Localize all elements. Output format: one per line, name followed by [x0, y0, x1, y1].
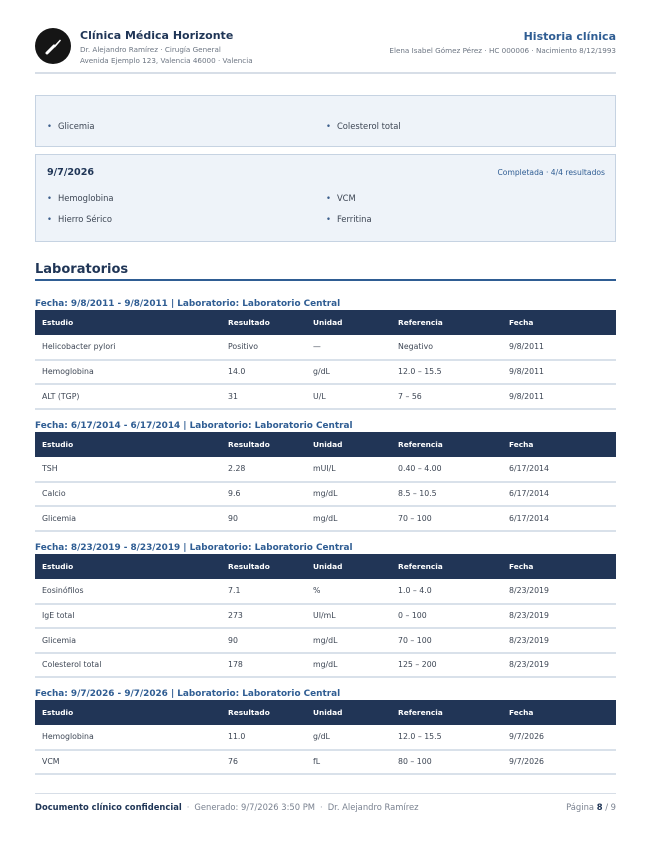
column-header: Fecha	[502, 700, 616, 725]
table-cell: %	[306, 579, 391, 604]
column-header: Unidad	[306, 554, 391, 579]
table-cell: UI/mL	[306, 604, 391, 629]
patient-info: Elena Isabel Gómez Pérez · HC 000006 · Nacimiento 8/12/1993	[389, 46, 616, 55]
column-header: Referencia	[391, 700, 502, 725]
order-date: 9/7/2026	[47, 167, 95, 178]
table-cell: 31	[221, 384, 306, 409]
table-cell: 2.28	[221, 457, 306, 482]
column-header: Fecha	[502, 432, 616, 457]
table-cell: 7 – 56	[391, 384, 502, 409]
table-cell: 90	[221, 506, 306, 531]
table-cell: U/L	[306, 384, 391, 409]
table-header-row	[35, 700, 616, 725]
table-cell: 9/8/2011	[502, 384, 616, 409]
table-cell: mg/dL	[306, 482, 391, 507]
column-header: Estudio	[35, 432, 221, 457]
doctor-line: Dr. Alejandro Ramírez · Cirugía General	[80, 45, 221, 54]
column-header: Unidad	[306, 432, 391, 457]
order-item: • Hierro Sérico	[47, 214, 112, 224]
order-item: • Colesterol total	[326, 121, 401, 131]
table-cell: ALT (TGP)	[35, 384, 221, 409]
lab-group-title: Fecha: 9/8/2011 - 9/8/2011 | Laboratorio: Laboratorio Central	[35, 299, 341, 309]
table-cell: 14.0	[221, 360, 306, 385]
table-row	[35, 506, 616, 531]
table-cell: 9.6	[221, 482, 306, 507]
table-cell: 90	[221, 628, 306, 653]
table-cell: 70 – 100	[391, 506, 502, 531]
table-cell: g/dL	[306, 360, 391, 385]
table-cell: mg/dL	[306, 628, 391, 653]
column-header: Referencia	[391, 310, 502, 335]
order-item: • Glicemia	[47, 121, 94, 131]
lab-results-table	[35, 432, 616, 532]
footer-info	[35, 802, 419, 812]
table-cell: 12.0 – 15.5	[391, 725, 502, 750]
table-cell: Glicemia	[35, 506, 221, 531]
table-cell: 6/17/2014	[502, 482, 616, 507]
table-cell: Eosinófilos	[35, 579, 221, 604]
lab-group-title: Fecha: 9/7/2026 - 9/7/2026 | Laboratorio: Laboratorio Central	[35, 689, 341, 699]
footer-separator: ·	[320, 802, 323, 812]
table-cell: 1.0 – 4.0	[391, 579, 502, 604]
table-row	[35, 360, 616, 385]
table-cell: Positivo	[221, 335, 306, 360]
table-cell: g/dL	[306, 725, 391, 750]
table-cell: 0 – 100	[391, 604, 502, 629]
column-header: Unidad	[306, 310, 391, 335]
table-row	[35, 604, 616, 629]
document-title: Historia clínica	[523, 30, 616, 43]
section-divider	[35, 279, 616, 281]
order-card	[35, 154, 616, 242]
table-cell: 0.40 – 4.00	[391, 457, 502, 482]
table-cell: mg/dL	[306, 653, 391, 678]
table-cell: 8/23/2019	[502, 628, 616, 653]
lab-group-title: Fecha: 8/23/2019 - 8/23/2019 | Laboratorio: Laboratorio Central	[35, 543, 353, 553]
table-cell: 6/17/2014	[502, 506, 616, 531]
table-row	[35, 579, 616, 604]
table-header-row	[35, 554, 616, 579]
table-cell: 8.5 – 10.5	[391, 482, 502, 507]
table-cell: 8/23/2019	[502, 604, 616, 629]
table-cell: Glicemia	[35, 628, 221, 653]
generated-timestamp: Generado: 9/7/2026 3:50 PM	[194, 802, 316, 812]
clinic-name: Clínica Médica Horizonte	[80, 29, 234, 42]
table-cell: 8/23/2019	[502, 653, 616, 678]
address-line: Avenida Ejemplo 123, Valencia 46000 · Valencia	[80, 56, 253, 65]
order-item: • Ferritina	[326, 214, 372, 224]
scalpel-icon	[42, 35, 64, 57]
column-header: Unidad	[306, 700, 391, 725]
table-cell: Hemoglobina	[35, 360, 221, 385]
table-row	[35, 750, 616, 775]
table-cell: Negativo	[391, 335, 502, 360]
column-header: Estudio	[35, 700, 221, 725]
table-cell: 70 – 100	[391, 628, 502, 653]
table-cell: 12.0 – 15.5	[391, 360, 502, 385]
table-cell: Helicobacter pylori	[35, 335, 221, 360]
column-header: Fecha	[502, 310, 616, 335]
table-cell: TSH	[35, 457, 221, 482]
column-header: Referencia	[391, 432, 502, 457]
lab-results-table	[35, 310, 616, 410]
table-cell: IgE total	[35, 604, 221, 629]
footer-separator: ·	[186, 802, 190, 812]
table-cell: mUI/L	[306, 457, 391, 482]
table-cell: 80 – 100	[391, 750, 502, 775]
column-header: Resultado	[221, 700, 306, 725]
confidential-label: Documento clínico confidencial	[35, 802, 182, 812]
order-status: Completada · 4/4 resultados	[497, 168, 605, 177]
table-cell: 125 – 200	[391, 653, 502, 678]
column-header: Referencia	[391, 554, 502, 579]
table-cell: Calcio	[35, 482, 221, 507]
table-cell: 178	[221, 653, 306, 678]
page-total: / 9	[605, 802, 616, 812]
table-row	[35, 335, 616, 360]
table-cell: 7.1	[221, 579, 306, 604]
page-header	[35, 28, 616, 74]
table-cell: 273	[221, 604, 306, 629]
page-current: 8	[596, 802, 603, 812]
section-title-labs: Laboratorios	[35, 262, 129, 277]
table-header-row	[35, 432, 616, 457]
page-label: Página	[566, 802, 595, 812]
table-header-row	[35, 310, 616, 335]
column-header: Estudio	[35, 310, 221, 335]
table-cell: 6/17/2014	[502, 457, 616, 482]
table-row	[35, 653, 616, 678]
table-row	[35, 457, 616, 482]
table-row	[35, 482, 616, 507]
table-cell: VCM	[35, 750, 221, 775]
table-cell: mg/dL	[306, 506, 391, 531]
table-cell: 9/7/2026	[502, 750, 616, 775]
lab-results-table	[35, 554, 616, 678]
page-footer	[35, 793, 616, 812]
table-cell: 11.0	[221, 725, 306, 750]
lab-results-table	[35, 700, 616, 775]
table-cell: Colesterol total	[35, 653, 221, 678]
order-item: • Hemoglobina	[47, 193, 114, 203]
column-header: Resultado	[221, 310, 306, 335]
order-item: • VCM	[326, 193, 356, 203]
lab-group-title: Fecha: 6/17/2014 - 6/17/2014 | Laboratorio: Laboratorio Central	[35, 421, 353, 431]
table-cell: fL	[306, 750, 391, 775]
page-number	[566, 802, 616, 812]
table-cell: —	[306, 335, 391, 360]
table-row	[35, 725, 616, 750]
table-cell: 9/7/2026	[502, 725, 616, 750]
table-cell: 9/8/2011	[502, 360, 616, 385]
column-header: Resultado	[221, 432, 306, 457]
table-row	[35, 384, 616, 409]
table-row	[35, 628, 616, 653]
column-header: Estudio	[35, 554, 221, 579]
footer-doctor: Dr. Alejandro Ramírez	[327, 802, 419, 812]
table-cell: Hemoglobina	[35, 725, 221, 750]
column-header: Resultado	[221, 554, 306, 579]
order-card	[35, 95, 616, 147]
table-cell: 9/8/2011	[502, 335, 616, 360]
table-cell: 8/23/2019	[502, 579, 616, 604]
table-cell: 76	[221, 750, 306, 775]
clinic-logo	[35, 28, 71, 64]
column-header: Fecha	[502, 554, 616, 579]
